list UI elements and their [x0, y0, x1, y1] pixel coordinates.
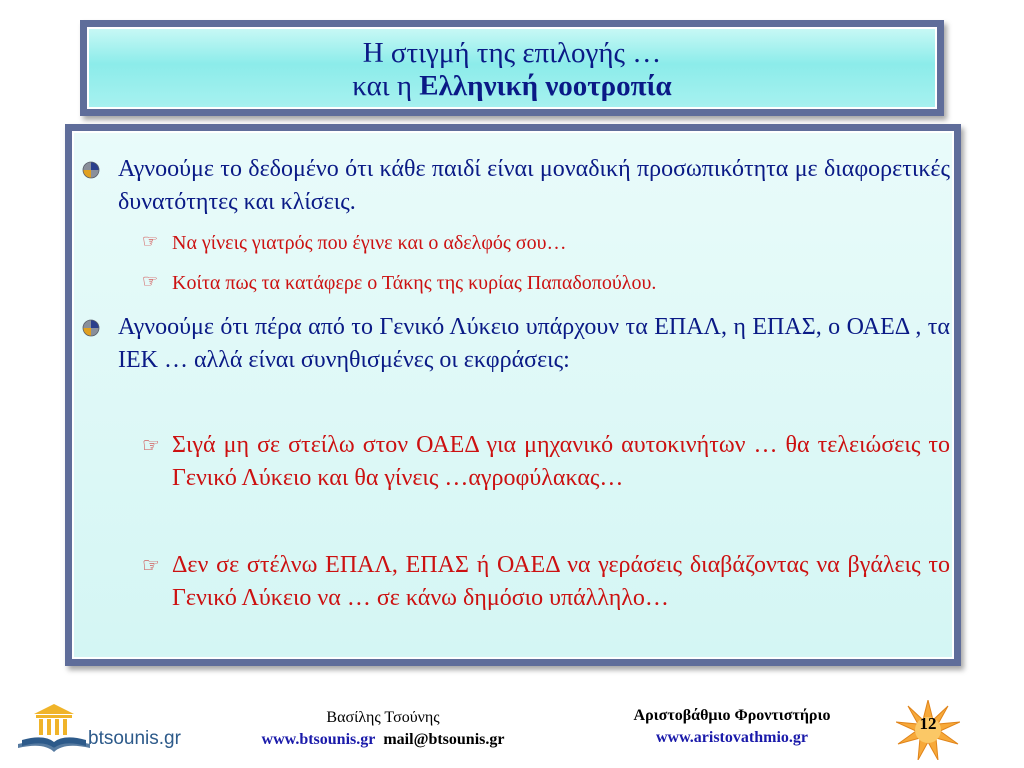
footer-organization [606, 705, 858, 749]
title-emphasis: Ελληνική νοοτροπία [419, 70, 672, 102]
author-mail-link[interactable]: mail@btsounis.gr [383, 731, 505, 748]
pointing-hand-icon: ☞ [142, 553, 160, 577]
bullet-text: Αγνοούμε ότι πέρα από το Γενικό Λύκειο υπάρχουν τα ΕΠΑΛ, η ΕΠΑΣ, ο ΟΑΕΔ , τα ΙΕΚ … αλλά είναι συνηθισμένες οι εκφράσεις: [118, 314, 950, 373]
slide-title-line2 [89, 69, 935, 103]
sub-item [142, 269, 950, 297]
slide-title-line1: Η στιγμή της επιλογής … [362, 37, 662, 69]
bullet-disc-icon [82, 319, 100, 337]
title-prefix: και η [352, 70, 420, 102]
org-name: Αριστοβάθμιο Φροντιστήριο [633, 707, 831, 724]
title-box [80, 20, 944, 116]
pointing-hand-icon: ☞ [142, 231, 159, 252]
sub-item [142, 229, 950, 257]
pointing-hand-icon: ☞ [142, 433, 160, 457]
title-panel [87, 27, 937, 109]
footer-author [228, 707, 538, 751]
sub-text: Δεν σε στέλνω ΕΠΑΛ, ΕΠΑΣ ή ΟΑΕΔ να γεράσεις διαβάζοντας να βγάλεις το Γενικό Λύκειο να … σε κάνω δημόσιο υπάλληλο… [172, 552, 950, 611]
bullet-disc-icon [82, 161, 100, 179]
sub-item [142, 429, 950, 495]
content-box [65, 124, 961, 666]
author-contact [228, 729, 538, 751]
logo-text: btsounis.gr [88, 728, 181, 749]
sub-item [142, 549, 950, 615]
page-number: 12 [919, 714, 937, 733]
author-url-link[interactable]: www.btsounis.gr [261, 731, 376, 748]
author-name: Βασίλης Τσούνης [326, 709, 440, 726]
bullet-item [118, 311, 950, 377]
org-url-link[interactable]: www.aristovathmio.gr [656, 729, 808, 746]
bullet-item [118, 153, 950, 219]
sub-text: Σιγά μη σε στείλω στον ΟΑΕΔ για μηχανικό αυτοκινήτων … θα τελειώσεις το Γενικό Λύκειο και θα γίνεις …αγροφύλακας… [172, 432, 950, 491]
bullet-text: Αγνοούμε το δεδομένο ότι κάθε παιδί είναι μοναδική προσωπικότητα με διαφορετικές δυνατότητες και κλίσεις. [118, 156, 950, 215]
sub-text: Κοίτα πως τα κατάφερε ο Τάκης της κυρίας Παπαδοπούλου. [172, 272, 657, 294]
pointing-hand-icon: ☞ [142, 271, 159, 292]
content-panel [72, 131, 954, 659]
sub-text: Να γίνεις γιατρός που έγινε και ο αδελφός σου… [172, 232, 567, 254]
